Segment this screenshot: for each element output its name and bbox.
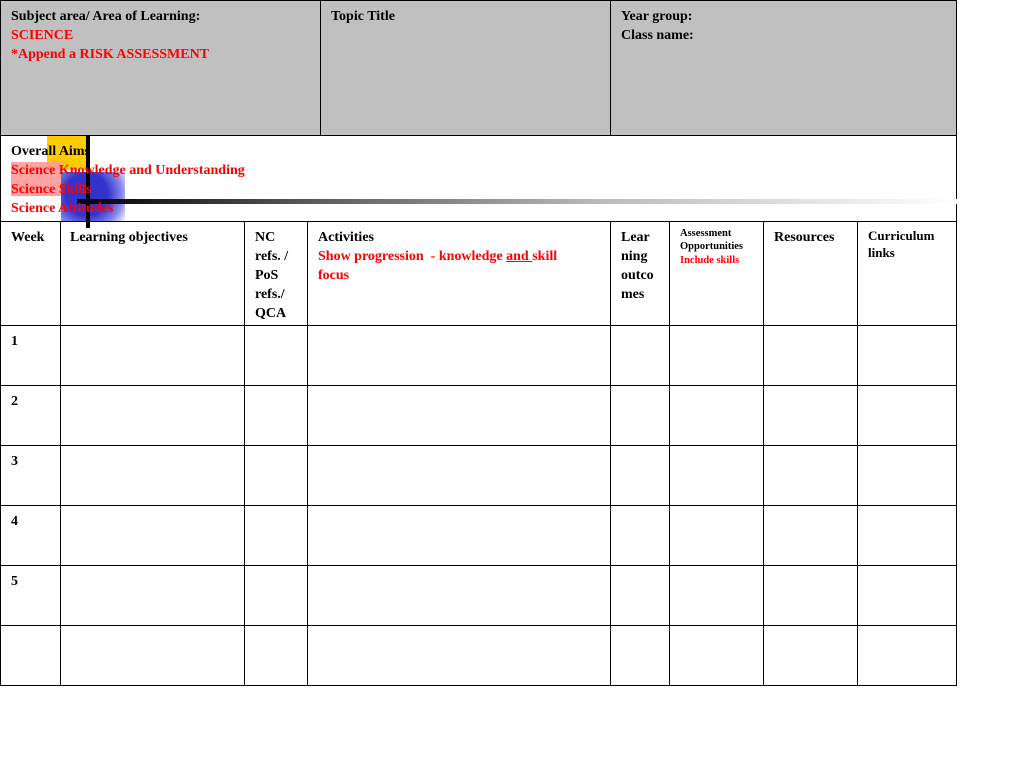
- week-4-activities-cell: [307, 505, 611, 566]
- activities-note-post: skill: [532, 249, 558, 264]
- week-6-resources-cell: [763, 625, 858, 686]
- week-number: 5: [11, 574, 18, 589]
- activities-note-line-1: [318, 247, 557, 266]
- week-3-activities-cell: [307, 445, 611, 506]
- week-5-nc-refs-cell: [244, 565, 308, 626]
- week-1-curriculum-cell: [857, 325, 957, 386]
- week-2-nc-refs-cell: [244, 385, 308, 446]
- week-4-nc-refs-cell: [244, 505, 308, 566]
- topic-cell: [320, 0, 611, 136]
- col-outcomes-line-4: mes: [621, 287, 645, 302]
- col-week-label: Week: [11, 230, 45, 245]
- activities-note-pre: Show progression - knowledge: [318, 249, 507, 264]
- week-3-curriculum-cell: [857, 445, 957, 506]
- col-curriculum-line-1: Curriculum: [868, 228, 935, 243]
- week-5-outcomes-cell: [610, 565, 670, 626]
- week-number: 4: [11, 514, 18, 529]
- week-4-week-cell: [0, 505, 61, 566]
- week-number: 3: [11, 454, 18, 469]
- week-1-outcomes-cell: [610, 325, 670, 386]
- week-5-activities-cell: [307, 565, 611, 626]
- col-objectives: [60, 221, 245, 326]
- activities-note-and: and: [506, 249, 533, 264]
- week-1-assessment-cell: [669, 325, 764, 386]
- aim-knowledge: Science Knowledge and Understanding: [11, 163, 245, 178]
- overall-aims-cell: [0, 135, 957, 222]
- week-5-resources-cell: [763, 565, 858, 626]
- col-resources-label: Resources: [774, 230, 835, 245]
- year-class-cell: [610, 0, 957, 136]
- col-resources: [763, 221, 858, 326]
- week-5-curriculum-cell: [857, 565, 957, 626]
- col-assessment: [669, 221, 764, 326]
- col-curriculum-line-2: links: [868, 245, 895, 260]
- week-4-assessment-cell: [669, 505, 764, 566]
- year-group-label: Year group:: [621, 9, 693, 24]
- col-assessment-note: Include skills: [680, 255, 740, 266]
- activities-note-line-2: focus: [318, 268, 350, 283]
- class-name-label: Class name:: [621, 28, 694, 43]
- week-6-outcomes-cell: [610, 625, 670, 686]
- week-6-curriculum-cell: [857, 625, 957, 686]
- col-outcomes-line-1: Lear: [621, 230, 650, 245]
- week-3-assessment-cell: [669, 445, 764, 506]
- week-number: 2: [11, 394, 18, 409]
- week-4-objectives-cell: [60, 505, 245, 566]
- topic-label: Topic Title: [331, 9, 395, 24]
- week-1-activities-cell: [307, 325, 611, 386]
- week-2-assessment-cell: [669, 385, 764, 446]
- week-2-week-cell: [0, 385, 61, 446]
- col-nc-line-2: refs. /: [255, 249, 289, 264]
- ornament-horizontal-rule: [77, 199, 957, 204]
- week-5-assessment-cell: [669, 565, 764, 626]
- subject-cell: [0, 0, 321, 136]
- aims-title: Overall Aims: [11, 144, 90, 159]
- week-4-curriculum-cell: [857, 505, 957, 566]
- week-3-outcomes-cell: [610, 445, 670, 506]
- week-1-nc-refs-cell: [244, 325, 308, 386]
- col-week: [0, 221, 61, 326]
- col-outcomes-line-2: ning: [621, 249, 648, 264]
- col-assessment-line-2: Opportunities: [680, 241, 744, 252]
- col-assessment-line-1: Assessment: [680, 228, 732, 239]
- aim-attitudes: Science Attitudes: [11, 201, 114, 216]
- week-2-curriculum-cell: [857, 385, 957, 446]
- col-nc-refs: [244, 221, 308, 326]
- col-activities-label: Activities: [318, 230, 374, 245]
- col-nc-line-3: PoS: [255, 268, 279, 283]
- col-activities: [307, 221, 611, 326]
- week-1-week-cell: [0, 325, 61, 386]
- col-outcomes-line-3: outco: [621, 268, 654, 283]
- col-curriculum: [857, 221, 957, 326]
- week-3-week-cell: [0, 445, 61, 506]
- week-number: 1: [11, 334, 18, 349]
- col-nc-line-4: refs./: [255, 287, 285, 302]
- week-2-resources-cell: [763, 385, 858, 446]
- week-6-week-cell: [0, 625, 61, 686]
- week-2-outcomes-cell: [610, 385, 670, 446]
- week-6-assessment-cell: [669, 625, 764, 686]
- week-6-activities-cell: [307, 625, 611, 686]
- week-1-resources-cell: [763, 325, 858, 386]
- aim-skills: Science Skills: [11, 182, 92, 197]
- risk-assessment-note: *Append a RISK ASSESSMENT: [11, 47, 210, 62]
- col-outcomes: [610, 221, 670, 326]
- week-4-resources-cell: [763, 505, 858, 566]
- subject-label: Subject area/ Area of Learning:: [11, 9, 201, 24]
- week-4-outcomes-cell: [610, 505, 670, 566]
- week-2-activities-cell: [307, 385, 611, 446]
- col-objectives-label: Learning objectives: [70, 230, 188, 245]
- week-3-resources-cell: [763, 445, 858, 506]
- week-3-objectives-cell: [60, 445, 245, 506]
- week-6-nc-refs-cell: [244, 625, 308, 686]
- week-1-objectives-cell: [60, 325, 245, 386]
- subject-value: SCIENCE: [11, 28, 74, 43]
- week-2-objectives-cell: [60, 385, 245, 446]
- week-3-nc-refs-cell: [244, 445, 308, 506]
- week-5-objectives-cell: [60, 565, 245, 626]
- col-nc-line-5: QCA: [255, 306, 287, 321]
- week-5-week-cell: [0, 565, 61, 626]
- col-nc-line-1: NC: [255, 230, 276, 245]
- week-6-objectives-cell: [60, 625, 245, 686]
